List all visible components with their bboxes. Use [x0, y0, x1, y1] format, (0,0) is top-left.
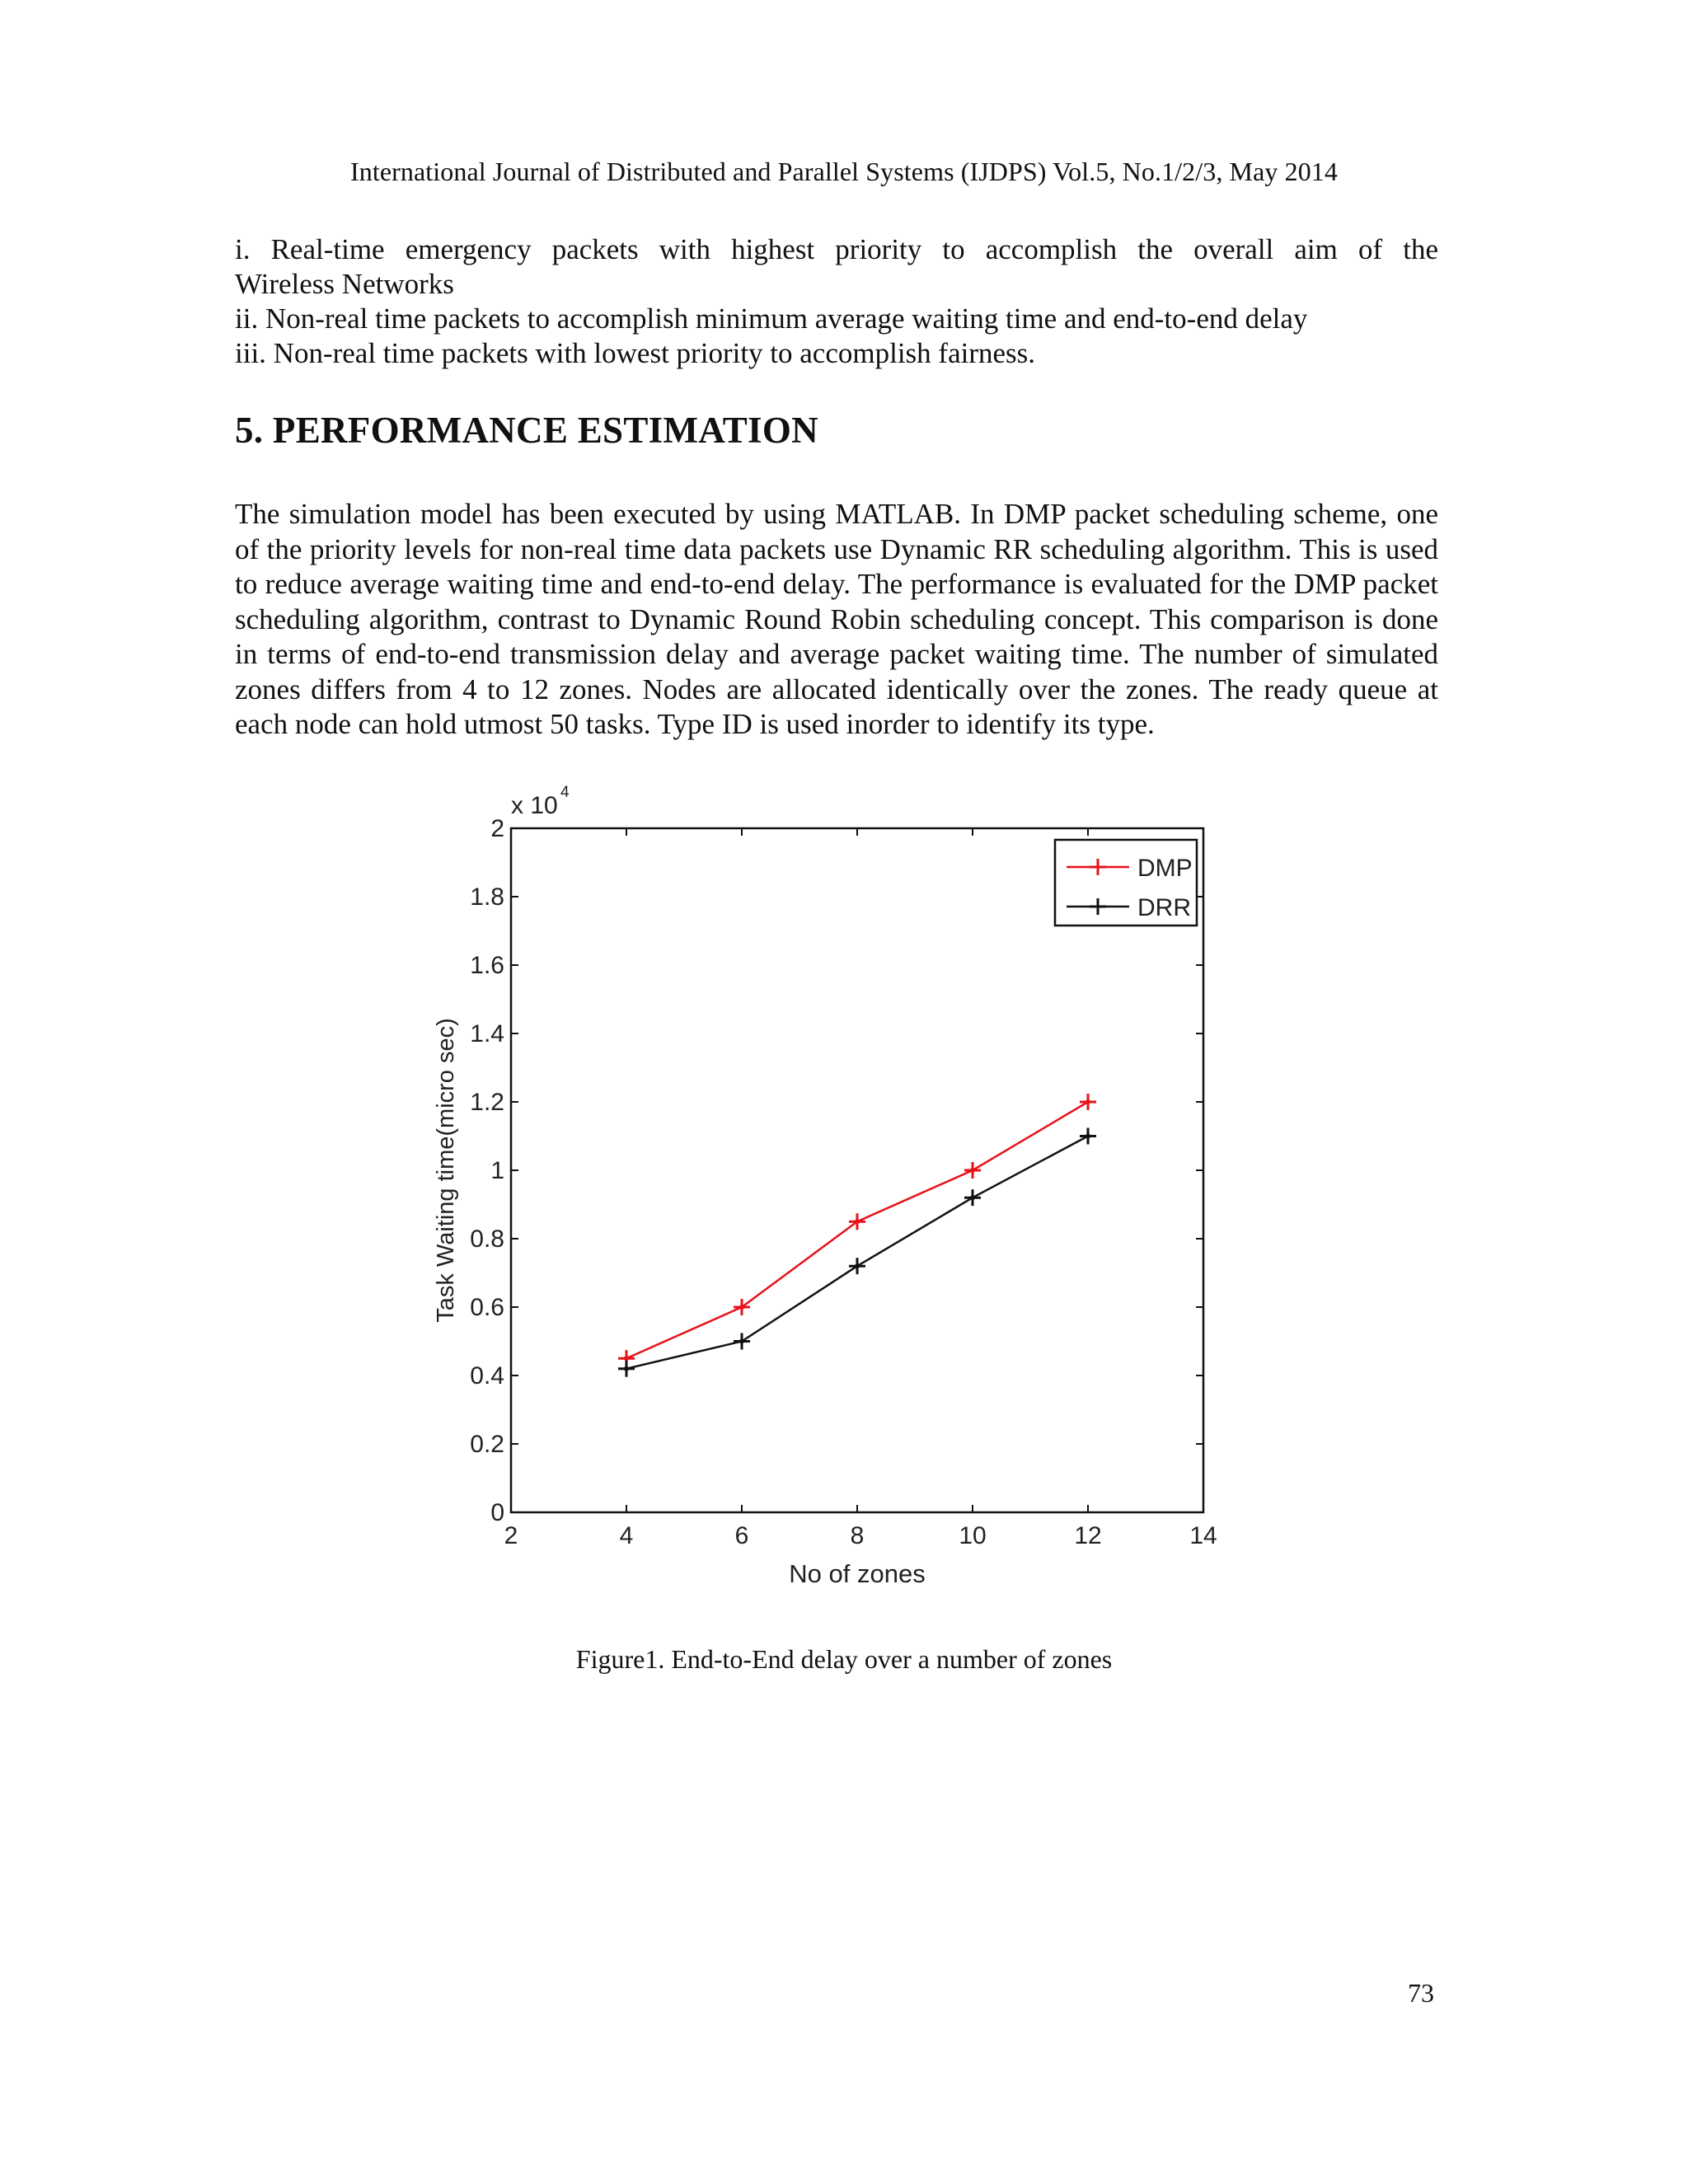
x-tick-label: 12 — [1074, 1522, 1102, 1549]
y-tick-label: 1 — [490, 1157, 504, 1184]
y-tick-label: 0.2 — [470, 1431, 504, 1458]
journal-header: International Journal of Distributed and Parallel Systems (IJDPS) Vol.5, No.1/2/3, May 2014 — [349, 157, 1339, 186]
list-item-2: ii. Non-real time packets to accomplish minimum average waiting time and end-to-end delay — [235, 302, 1308, 335]
plot-area-box — [511, 828, 1203, 1512]
list-item-1: i. Real-time emergency packets with highest priority to accomplish the overall aim of the — [235, 233, 1438, 265]
x-tick-label: 4 — [619, 1522, 634, 1549]
y-multiplier-exponent: 4 — [560, 784, 570, 801]
dmp-series-line — [626, 1102, 1088, 1358]
list-item-1-continuation: Wireless Networks — [235, 268, 454, 300]
y-tick-label: 2 — [490, 815, 504, 842]
legend-drr-label: DRR — [1137, 894, 1191, 921]
y-tick-label: 1.8 — [470, 883, 504, 911]
x-tick-label: 14 — [1189, 1522, 1217, 1549]
y-tick-label: 1.6 — [470, 952, 504, 979]
page-number: 73 — [1408, 1978, 1434, 2008]
x-axis-label: No of zones — [789, 1559, 926, 1588]
priority-list — [235, 232, 1438, 371]
legend-dmp-label: DMP — [1137, 855, 1193, 882]
y-tick-label: 0 — [490, 1499, 504, 1526]
section-title: 5. PERFORMANCE ESTIMATION — [235, 410, 818, 451]
line-chart — [420, 775, 1253, 1607]
x-tick-label: 6 — [734, 1522, 749, 1549]
y-tick-label: 1.4 — [470, 1020, 504, 1047]
line-chart-figure — [420, 775, 1253, 1607]
y-multiplier-label: x 10 — [511, 792, 558, 819]
x-tick-label: 8 — [850, 1522, 865, 1549]
y-axis-label: Task Waiting time(micro sec) — [433, 1018, 459, 1323]
y-tick-label: 0.4 — [470, 1362, 504, 1390]
drr-series-line — [626, 1137, 1088, 1369]
y-tick-label: 0.8 — [470, 1226, 504, 1253]
x-tick-label: 10 — [959, 1522, 987, 1549]
x-tick-label: 2 — [504, 1522, 518, 1549]
y-tick-label: 0.6 — [470, 1294, 504, 1321]
body-paragraph: The simulation model has been executed by using MATLAB. In DMP packet scheduling scheme, one of the priority levels for non-real time data packets use Dynamic RR scheduling algorithm. This is used to reduce average waiting time and end-to-end delay. The performance is evaluated for the DMP packet scheduling algorithm, contrast to Dynamic Round Robin scheduling concept. This comparison is done in terms of end-to-end transmission delay and average packet waiting time. The number of simulated zones differs from 4 to 12 zones. Nodes are allocated identically over the zones. The ready queue at each node can hold utmost 50 tasks. Type ID is used inorder to identify its type. — [235, 498, 1438, 740]
list-item-3: iii. Non-real time packets with lowest priority to accomplish fairness. — [235, 337, 1036, 369]
figure-caption: Figure1. End-to-End delay over a number of zones — [575, 1644, 1113, 1674]
y-tick-label: 1.2 — [470, 1089, 504, 1116]
